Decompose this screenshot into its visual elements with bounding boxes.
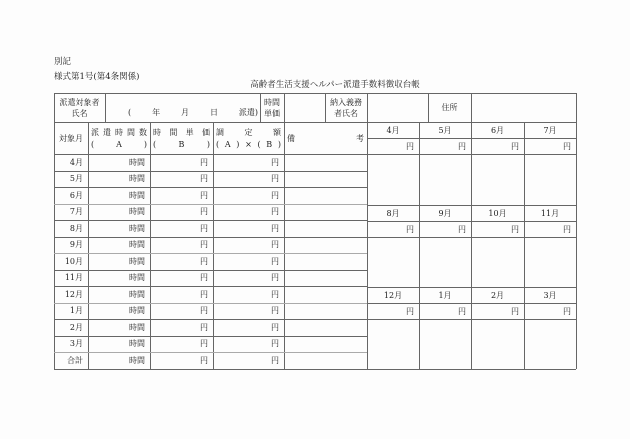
receipt-amount-field[interactable]: 円 (563, 306, 571, 316)
hours-field[interactable]: 時間 (129, 190, 145, 200)
col-header-hours-sub-char: ) (143, 139, 147, 149)
row-month-label: 6月 (69, 190, 83, 200)
label-line: 単価 (264, 108, 280, 118)
row-month-label: 9月 (69, 240, 83, 250)
label-line: 者氏名 (334, 108, 358, 118)
col-header-hours (88, 126, 150, 138)
amount-field[interactable]: 円 (271, 355, 279, 365)
row-month-label: 1月 (69, 306, 83, 316)
grid-line (54, 369, 576, 370)
date-part: 年 (152, 107, 161, 117)
hours-field[interactable]: 時間 (129, 157, 145, 167)
receipt-month-label: 12月 (383, 290, 403, 300)
date-part: ( (128, 107, 132, 117)
col-header-hours-sub-char: A (116, 139, 122, 149)
amount-field[interactable]: 円 (271, 223, 279, 233)
receipt-amount-field[interactable]: 円 (511, 141, 519, 151)
label-line: 納入義務 (330, 97, 362, 107)
label-line: 派遣対象者 (59, 97, 100, 107)
unit-price-field[interactable]: 円 (200, 240, 208, 250)
remarks-char: 考 (356, 133, 364, 143)
row-month-label: 12月 (64, 289, 83, 299)
receipt-amount-field[interactable]: 円 (563, 224, 571, 234)
col-header-unit-price-sub-char: ( (153, 139, 157, 149)
col-header-unit-price-sub-char: B (178, 139, 185, 149)
receipt-amount-field[interactable]: 円 (406, 306, 414, 316)
form-label: 様式第1号(第4条関係) (54, 72, 140, 82)
col-header-amount-sub (213, 138, 284, 150)
unit-price-field[interactable]: 円 (200, 256, 208, 266)
receipt-month-label: 5月 (438, 125, 452, 135)
amount-field[interactable]: 円 (271, 190, 279, 200)
col-header-amount (213, 126, 284, 138)
hourly-rate-field[interactable] (284, 93, 325, 122)
row-month-label: 合計 (67, 355, 83, 365)
amount-field[interactable]: 円 (271, 240, 279, 250)
unit-price-field[interactable]: 円 (200, 289, 208, 299)
recipient-name-label (54, 93, 105, 122)
date-part: 月 (181, 107, 189, 117)
receipt-stamp-area[interactable] (367, 237, 419, 287)
col-header-amount-sub-char: ) (277, 139, 281, 149)
col-header-target-month: 対象月 (59, 133, 83, 143)
label-line: 氏名 (71, 108, 88, 118)
unit-price-field[interactable]: 円 (200, 157, 208, 167)
col-header-unit-price-char: 価 (201, 127, 210, 137)
unit-price-field[interactable]: 円 (200, 207, 208, 217)
row-month-label: 2月 (69, 322, 83, 332)
amount-field[interactable]: 円 (271, 273, 279, 283)
row-month-label: 10月 (64, 256, 83, 266)
amount-field[interactable]: 円 (271, 322, 279, 332)
grid-line (105, 93, 106, 122)
receipt-amount-field[interactable]: 円 (511, 306, 519, 316)
receipt-stamp-area[interactable] (367, 154, 419, 205)
row-month-label: 7月 (69, 207, 83, 217)
remarks-field[interactable] (284, 253, 367, 270)
receipt-month-label: 2月 (490, 290, 505, 300)
hours-field[interactable]: 時間 (129, 355, 145, 365)
payer-name-field[interactable] (367, 93, 428, 122)
unit-price-field[interactable]: 円 (200, 306, 208, 316)
receipt-month-label: 9月 (438, 208, 452, 218)
receipt-amount-field[interactable]: 円 (406, 224, 414, 234)
unit-price-field[interactable]: 円 (200, 355, 208, 365)
col-header-hours-char: 間 (127, 127, 135, 137)
col-header-unit-price-char: 間 (169, 127, 178, 137)
receipt-stamp-area[interactable] (471, 154, 524, 205)
hours-field[interactable]: 時間 (129, 306, 145, 316)
hours-field[interactable]: 時間 (129, 256, 145, 266)
col-header-hours-char: 数 (139, 127, 147, 137)
amount-field[interactable]: 円 (271, 339, 279, 349)
payer-name-label (325, 93, 367, 122)
dispatch-date-field[interactable] (128, 105, 258, 119)
col-header-hours-char: 時 (115, 127, 123, 137)
amount-field[interactable]: 円 (271, 157, 279, 167)
col-header-hours-char: 派 (91, 127, 99, 137)
unit-price-field[interactable]: 円 (200, 322, 208, 332)
unit-price-field[interactable]: 円 (200, 174, 208, 184)
col-header-hours-sub-char: ( (91, 139, 95, 149)
remarks-field[interactable] (284, 303, 367, 320)
col-header-amount-char: 調 (216, 127, 224, 137)
address-label: 住所 (441, 103, 458, 112)
hours-field[interactable]: 時間 (129, 223, 145, 233)
col-header-unit-price (150, 126, 213, 138)
amount-field[interactable]: 円 (271, 207, 279, 217)
receipt-stamp-area[interactable] (524, 319, 576, 369)
receipt-stamp-area[interactable] (524, 237, 576, 287)
col-header-amount-sub-char: ( (257, 139, 261, 149)
row-month-label: 11月 (64, 273, 83, 283)
remarks-field[interactable] (284, 352, 367, 369)
remarks-field[interactable] (284, 171, 367, 188)
receipt-amount-field[interactable]: 円 (511, 224, 519, 234)
unit-price-field[interactable]: 円 (200, 223, 208, 233)
hours-field[interactable]: 時間 (129, 322, 145, 332)
receipt-stamp-area[interactable] (419, 237, 471, 287)
document-title: 高齢者生活支援ヘルパー派遣手数料徴収台帳 (250, 80, 420, 90)
remarks-field[interactable] (284, 319, 367, 336)
col-header-amount-sub-char: ) (236, 139, 240, 149)
col-header-amount-sub-char: ( (216, 139, 220, 149)
row-month-label: 3月 (69, 339, 83, 349)
hours-field[interactable]: 時間 (129, 339, 145, 349)
col-header-amount-sub-char: × (245, 139, 252, 149)
receipt-stamp-area[interactable] (419, 319, 471, 369)
date-part: 日 (209, 107, 218, 117)
receipt-month-label: 7月 (543, 125, 557, 135)
remarks-field[interactable] (284, 270, 367, 287)
unit-price-field[interactable]: 円 (200, 190, 208, 200)
receipt-stamp-area[interactable] (419, 154, 471, 205)
receipt-month-label: 1月 (438, 290, 452, 300)
hours-field[interactable]: 時間 (129, 240, 145, 250)
receipt-stamp-area[interactable] (471, 237, 524, 287)
remarks-field[interactable] (284, 154, 367, 171)
col-header-remarks (284, 122, 367, 154)
receipt-amount-field[interactable]: 円 (458, 224, 466, 234)
row-month-label: 5月 (69, 174, 83, 184)
col-header-unit-price-sub (150, 138, 213, 150)
receipt-amount-field[interactable]: 円 (406, 141, 414, 151)
col-header-hours-char: 遣 (103, 127, 111, 137)
row-month-label: 4月 (69, 157, 83, 167)
remarks-field[interactable] (284, 220, 367, 237)
col-header-amount-char: 定 (244, 127, 253, 137)
col-header-unit-price-char: 時 (153, 127, 161, 137)
remarks-field[interactable] (284, 286, 367, 303)
remarks-field[interactable] (284, 336, 367, 353)
unit-price-field[interactable]: 円 (200, 273, 208, 283)
remarks-field[interactable] (284, 204, 367, 221)
grid-line (576, 93, 577, 369)
note-label: 別記 (54, 57, 72, 67)
col-header-unit-price-sub-char: ) (206, 139, 210, 149)
receipt-amount-field[interactable]: 円 (458, 141, 466, 151)
col-header-amount-sub-char: B (266, 139, 273, 149)
col-header-amount-sub-char: A (224, 139, 231, 149)
remarks-char: 備 (287, 133, 295, 143)
hours-field[interactable]: 時間 (129, 289, 145, 299)
receipt-month-label: 4月 (386, 125, 400, 135)
receipt-amount-field[interactable]: 円 (458, 306, 466, 316)
amount-field[interactable]: 円 (271, 306, 279, 316)
remarks-field[interactable] (284, 237, 367, 254)
hours-field[interactable]: 時間 (129, 207, 145, 217)
receipt-month-label: 10月 (488, 208, 507, 218)
col-header-unit-price-char: 単 (185, 127, 194, 137)
hours-field[interactable]: 時間 (129, 174, 145, 184)
address-field[interactable] (471, 93, 576, 122)
amount-field[interactable]: 円 (271, 289, 279, 299)
hours-field[interactable]: 時間 (129, 273, 145, 283)
hourly-rate-label (260, 93, 284, 122)
label-line: 時間 (264, 97, 280, 107)
receipt-month-label: 11月 (540, 208, 560, 218)
receipt-month-label: 8月 (386, 208, 400, 218)
unit-price-field[interactable]: 円 (200, 339, 208, 349)
amount-field[interactable]: 円 (271, 256, 279, 266)
receipt-month-label: 3月 (543, 290, 557, 300)
receipt-month-label: 6月 (490, 125, 505, 135)
col-header-amount-char: 額 (273, 127, 281, 137)
amount-field[interactable]: 円 (271, 174, 279, 184)
receipt-stamp-area[interactable] (524, 154, 576, 205)
remarks-field[interactable] (284, 187, 367, 204)
receipt-amount-field[interactable]: 円 (563, 141, 571, 151)
receipt-stamp-area[interactable] (367, 319, 419, 369)
receipt-stamp-area[interactable] (471, 319, 524, 369)
row-month-label: 8月 (69, 223, 83, 233)
date-part: 派遣) (238, 107, 258, 117)
col-header-hours-sub (88, 138, 150, 150)
